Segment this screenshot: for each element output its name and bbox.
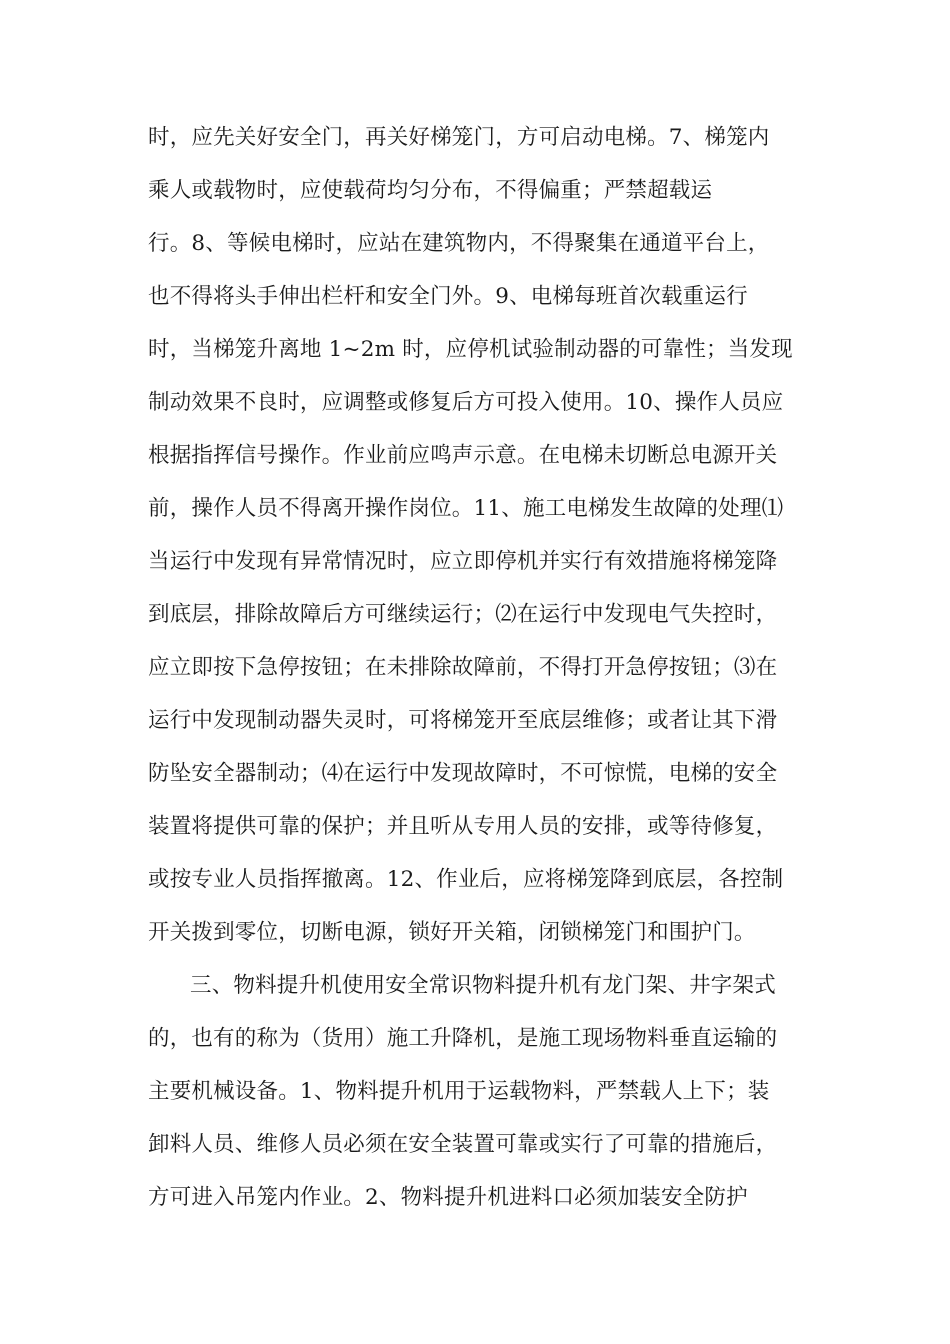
text-line: 或按专业人员指挥撤离。12、作业后，应将梯笼降到底层，各控制 <box>148 867 784 892</box>
text-line: 当运行中发现有异常情况时，应立即停机并实行有效措施将梯笼降 <box>148 549 778 574</box>
text-line: 到底层，排除故障后方可继续运行；⑵在运行中发现电气失控时， <box>148 602 778 627</box>
text-line: 行。8、等候电梯时，应站在建筑物内，不得聚集在通道平台上， <box>148 231 770 256</box>
text-line: 主要机械设备。1、物料提升机用于运载物料，严禁载人上下；装 <box>148 1079 770 1104</box>
text-line: 装置将提供可靠的保护；并且听从专用人员的安排，或等待修复， <box>148 814 778 839</box>
text-line: 卸料人员、维修人员必须在安全装置可靠或实行了可靠的措施后， <box>148 1132 778 1157</box>
text-line: 制动效果不良时，应调整或修复后方可投入使用。10、操作人员应 <box>148 390 784 415</box>
text-line: 应立即按下急停按钮；在未排除故障前，不得打开急停按钮；⑶在 <box>148 655 778 680</box>
text-line: 运行中发现制动器失灵时，可将梯笼开至底层维修；或者让其下滑 <box>148 708 778 733</box>
text-line: 的，也有的称为（货用）施工升降机，是施工现场物料垂直运输的 <box>148 1026 778 1051</box>
text-line: 时，当梯笼升离地 1~2m 时，应停机试验制动器的可靠性；当发现 <box>148 337 793 362</box>
text-line: 防坠安全器制动；⑷在运行中发现故障时，不可惊慌，电梯的安全 <box>148 761 778 786</box>
text-line: 方可进入吊笼内作业。2、物料提升机进料口必须加装安全防护 <box>148 1185 748 1210</box>
text-line: 前，操作人员不得离开操作岗位。11、施工电梯发生故障的处理⑴ <box>148 496 784 521</box>
paragraph-start-line: 三、物料提升机使用安全常识物料提升机有龙门架、井字架式 <box>190 973 776 998</box>
text-line: 时，应先关好安全门，再关好梯笼门，方可启动电梯。7、梯笼内 <box>148 125 770 150</box>
text-line: 开关拨到零位，切断电源，锁好开关箱，闭锁梯笼门和围护门。 <box>148 920 756 945</box>
text-line: 根据指挥信号操作。作业前应鸣声示意。在电梯未切断总电源开关 <box>148 443 778 468</box>
text-line: 也不得将头手伸出栏杆和安全门外。9、电梯每班首次载重运行 <box>148 284 748 309</box>
text-line: 乘人或载物时，应使载荷均匀分布，不得偏重；严禁超载运 <box>148 178 713 203</box>
